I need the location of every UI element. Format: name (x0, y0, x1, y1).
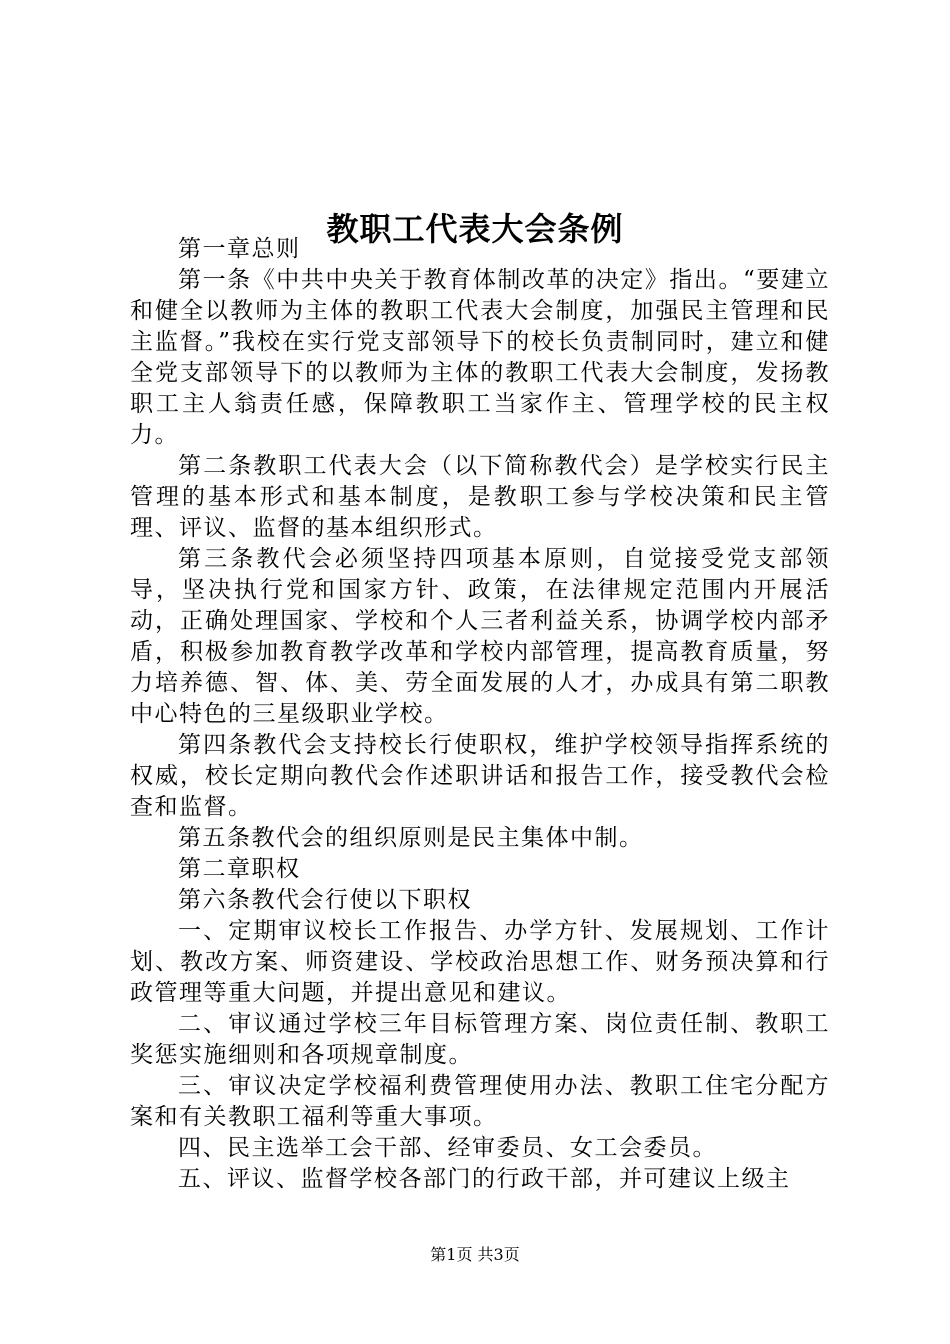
paragraph: 第一章总则 (178, 236, 301, 262)
paragraph: 一、定期审议校长工作报告、办学方针、发展规划、工作计划、教改方案、师资建设、学校政治思想工作、财务预决算和行政管理等重大问题，并提出意见和建议。 (130, 918, 830, 1006)
document-body (130, 234, 830, 1195)
paragraph: 第二条教职工代表大会（以下简称教代会）是学校实行民主管理的基本形式和基本制度，是教职工参与学校决策和民主管理、评议、监督的基本组织形式。 (130, 453, 830, 541)
paragraph: 二、审议通过学校三年目标管理方案、岗位责任制、教职工奖惩实施细则和各项规章制度。 (130, 1011, 830, 1068)
paragraph: 四、民主选举工会干部、经审委员、女工会委员。 (178, 1135, 717, 1161)
paragraph: 第一条《中共中央关于教育体制改革的决定》指出。“要建立和健全以教师为主体的教职工代表大会制度，加强民主管理和民主监督。”我校在实行党支部领导下的校长负责制同时，建立和健全党支部领导下的以教师为主体的教职工代表大会制度，发扬教职工主人翁责任感，保障教职工当家作主、管理学校的民主权力。 (130, 267, 830, 448)
paragraph: 第六条教代会行使以下职权 (178, 887, 472, 913)
page-number-footer: 第1页 共3页 (430, 1245, 520, 1264)
paragraph: 第二章职权 (178, 856, 301, 882)
paragraph: 三、审议决定学校福利费管理使用办法、教职工住宅分配方案和有关教职工福利等重大事项。 (130, 1073, 830, 1130)
paragraph: 第五条教代会的组织原则是民主集体中制。 (178, 825, 644, 851)
paragraph: 第四条教代会支持校长行使职权，维护学校领导指挥系统的权威，校长定期向教代会作述职讲话和报告工作，接受教代会检查和监督。 (130, 732, 830, 820)
paragraph: 第三条教代会必须坚持四项基本原则，自觉接受党支部领导，坚决执行党和国家方针、政策，在法律规定范围内开展活动，正确处理国家、学校和个人三者利益关系，协调学校内部矛盾，积极参加教育教学改革和学校内部管理，提高教育质量，努力培养德、智、体、美、劳全面发展的人才，办成具有第二职教中心特色的三星级职业学校。 (130, 546, 830, 727)
document-title: 教职工代表大会条例 (326, 210, 624, 249)
paragraph: 五、评议、监督学校各部门的行政干部，并可建议上级主 (178, 1166, 791, 1192)
